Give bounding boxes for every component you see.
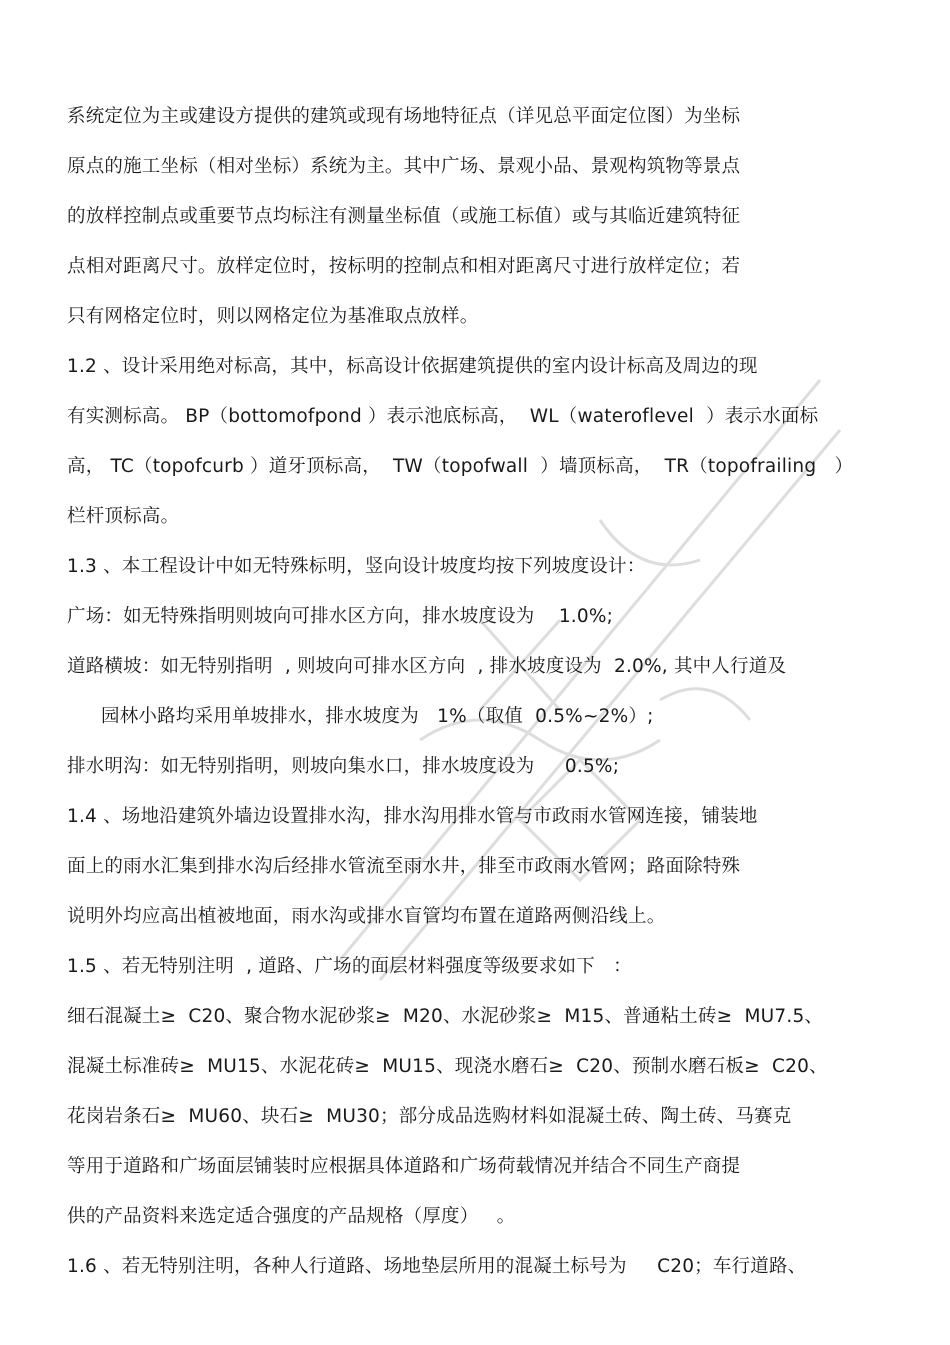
text-line: 原点的施工坐标（相对坐标）系统为主。其中广场、景观小品、景观构筑物等景点: [67, 156, 741, 177]
text-line: 1.3 、本工程设计中如无特殊标明，竖向设计坡度均按下列坡度设计：: [67, 556, 646, 577]
text-line: 花岗岩条石≥ MU60、块石≥ MU30；部分成品选购材料如混凝土砖、陶土砖、马赛克: [67, 1106, 792, 1127]
text-line: 面上的雨水汇集到排水沟后经排水管流至雨水井，排至市政雨水管网；路面除特殊: [67, 856, 741, 877]
text-line: 排水明沟：如无特别指明，则坡向集水口，排水坡度设为 0.5%;: [67, 756, 620, 777]
text-line: 1.5 、若无特别注明 , 道路、广场的面层材料强度等级要求如下 ：: [67, 956, 632, 977]
text-line: 栏杆顶标高。: [67, 506, 180, 527]
text-line: 等用于道路和广场面层铺装时应根据具体道路和广场荷载情况并结合不同生产商提: [67, 1156, 741, 1177]
text-line: 细石混凝土≥ C20、聚合物水泥砂浆≥ M20、水泥砂浆≥ M15、普通粘土砖≥ MU7.5、: [67, 1006, 824, 1027]
text-line: 只有网格定位时，则以网格定位为基准取点放样。: [67, 306, 479, 327]
text-line: 点相对距离尺寸。放样定位时，按标明的控制点和相对距离尺寸进行放样定位；若: [67, 256, 741, 277]
text-line: 1.2 、设计采用绝对标高，其中，标高设计依据建筑提供的室内设计标高及周边的现: [67, 356, 758, 377]
text-line: 有实测标高。 BP（bottomofpond ）表示池底标高， WL（wateroflevel ）表示水面标: [67, 406, 819, 427]
text-line: 1.4 、场地沿建筑外墙边设置排水沟，排水沟用排水管与市政雨水管网连接，铺装地: [67, 806, 758, 827]
text-line: 广场：如无特殊指明则坡向可排水区方向，排水坡度设为 1.0%;: [67, 606, 614, 627]
text-line: 园林小路均采用单坡排水，排水坡度为 1%（取值 0.5%~2%）;: [101, 706, 654, 727]
text-line: 道路横坡：如无特别指明 , 则坡向可排水区方向 , 排水坡度设为 2.0%, 其中人行道及: [67, 656, 787, 677]
text-line: 混凝土标准砖≥ MU15、水泥花砖≥ MU15、现浇水磨石≥ C20、预制水磨石板≥ C20、: [67, 1056, 828, 1077]
text-line: 的放样控制点或重要节点均标注有测量坐标值（或施工标值）或与其临近建筑特征: [67, 206, 741, 227]
text-line: 系统定位为主或建设方提供的建筑或现有场地特征点（详见总平面定位图）为坐标: [67, 106, 741, 127]
text-line: 说明外均应高出植被地面，雨水沟或排水盲管均布置在道路两侧沿线上。: [67, 906, 666, 927]
text-line: 供的产品资料来选定适合强度的产品规格（厚度） 。: [67, 1206, 516, 1227]
text-line: 1.6 、若无特别注明，各种人行道路、场地垫层所用的混凝土标号为 C20；车行道路、: [67, 1256, 807, 1277]
text-line: 高， TC（topofcurb ）道牙顶标高， TW（topofwall ）墙顶标高， TR（topofrailing ）: [67, 456, 854, 477]
